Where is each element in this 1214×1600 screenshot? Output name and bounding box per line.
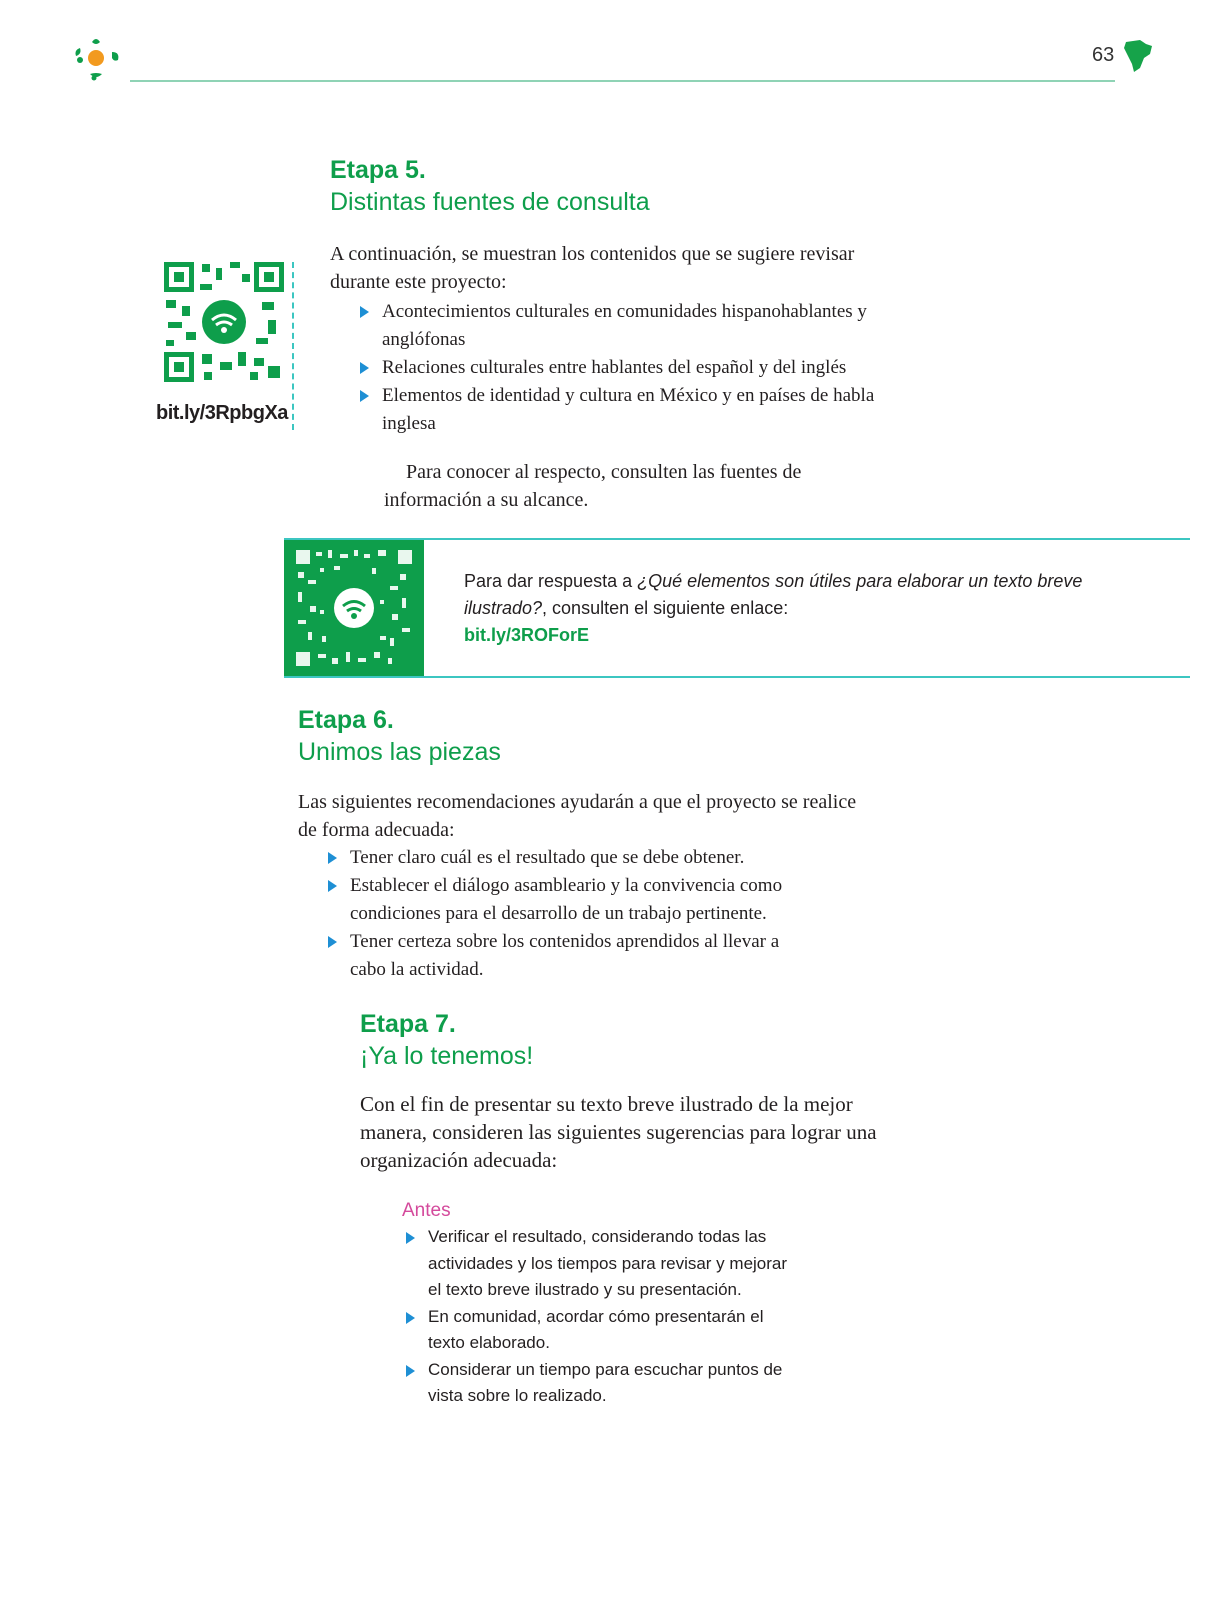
etapa5-number: Etapa 5.	[330, 156, 426, 184]
qr-code-2[interactable]	[284, 540, 424, 676]
bullet-arrow-icon	[406, 1365, 415, 1377]
etapa7-title: ¡Ya lo tenemos!	[360, 1042, 534, 1070]
bullet-arrow-icon	[360, 306, 369, 318]
bullet-arrow-icon	[328, 880, 337, 892]
bullet-arrow-icon	[360, 362, 369, 374]
list-item: Establecer el diálogo asambleario y la convivencia como condiciones para el desarrollo de un trabajo pertinente.	[324, 872, 814, 928]
qr-link-1[interactable]: bit.ly/3RpbgXa	[156, 402, 288, 424]
etapa5-title: Distintas fuentes de consulta	[330, 188, 650, 216]
etapa6-intro: Las siguientes recomendaciones ayudarán a que el proyecto se realice de forma adecuada:	[298, 791, 857, 841]
header-divider	[130, 80, 1115, 82]
callout-text-prefix: Para dar respuesta a	[464, 571, 638, 591]
list-item: En comunidad, acordar cómo presentarán el texto elaborado.	[402, 1304, 802, 1357]
callout-box	[284, 538, 1190, 678]
bullet-arrow-icon	[328, 936, 337, 948]
callout-text-suffix: , consulten el siguiente enlace:	[542, 598, 789, 618]
list-item: Tener claro cuál es el resultado que se debe obtener.	[324, 844, 814, 872]
etapa7-number: Etapa 7.	[360, 1010, 456, 1038]
callout-link[interactable]: bit.ly/3ROForE	[464, 625, 590, 645]
bullet-arrow-icon	[360, 390, 369, 402]
list-item: Tener certeza sobre los contenidos aprendidos al llevar a cabo la actividad.	[324, 928, 814, 984]
list-item: Acontecimientos culturales en comunidades hispanohablantes y anglófonas	[356, 298, 876, 354]
qr-dashed-divider	[292, 262, 294, 430]
callout-question: ¿Qué elementos son útiles para elaborar un texto breve ilustrado?	[464, 571, 1083, 618]
bullet-arrow-icon	[406, 1232, 415, 1244]
bullet-arrow-icon	[328, 852, 337, 864]
antes-subheading: Antes	[402, 1200, 451, 1221]
list-item: Relaciones culturales entre hablantes del español y del inglés	[356, 354, 876, 382]
etapa6-bullet-list	[324, 844, 814, 984]
etapa5-bullet-list	[356, 298, 876, 438]
flower-logo-icon	[72, 34, 124, 82]
etapa5-closing: Para conocer al respecto, consulten las fuentes de información a su alcance.	[384, 461, 802, 511]
qr-code-1[interactable]	[164, 262, 284, 382]
etapa7-bullet-list	[402, 1224, 802, 1410]
etapa6-number: Etapa 6.	[298, 706, 394, 734]
list-item: Verificar el resultado, considerando todas las actividades y los tiempos para revisar y mejorar el texto breve ilustrado y su presentación.	[402, 1224, 802, 1304]
etapa7-intro: Con el fin de presentar su texto breve ilustrado de la mejor manera, consideren las siguientes sugerencias para lograr una organización adecuada:	[360, 1092, 877, 1172]
etapa5-intro: A continuación, se muestran los contenidos que se sugiere revisar durante este proyecto:	[330, 243, 855, 293]
bullet-arrow-icon	[406, 1312, 415, 1324]
etapa6-title: Unimos las piezas	[298, 738, 501, 766]
list-item: Considerar un tiempo para escuchar puntos de vista sobre lo realizado.	[402, 1357, 802, 1410]
green-map-icon	[1122, 38, 1154, 74]
list-item: Elementos de identidad y cultura en México y en países de habla inglesa	[356, 382, 876, 438]
page-number: 63	[1092, 44, 1115, 66]
